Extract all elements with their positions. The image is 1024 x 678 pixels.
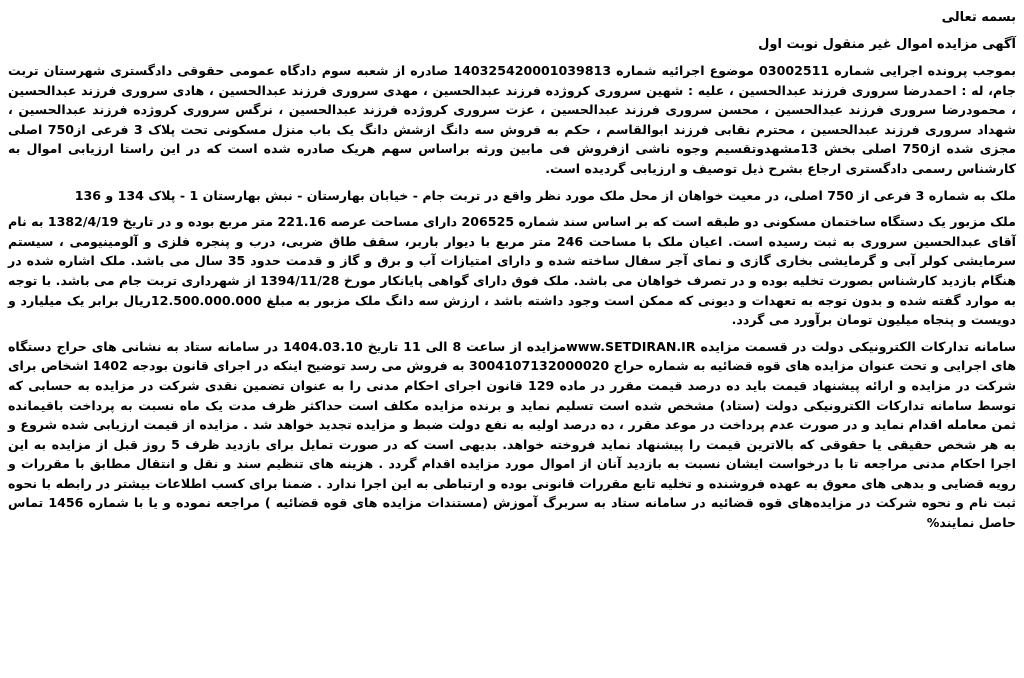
notice-title: آگهی مزایده اموال غیر منقول نوبت اول <box>758 37 1016 52</box>
paragraph-case-details: بموجب پرونده اجرایی شماره 03002511 موضوع اجرائیه شماره 140325420001039813 صادره از شعبه سوم دادگاه عمومی حقوقی دادگستری شهرستان تربت جام، له : احمدرضا سروری فرزند عبدالحسین ، علیه : شهین سروری کروژده فرزند عبدالحسین ، مهدی سروری فرزند عبدالحسین ، هادی سروری فرزند عبدالحسین ، محمودرضا سروری فرزند عبدالحسین ، محسن سروری فرزند عبدالحسین ، عزت سروری کروژده فرزند عبدالحسین ، نرگس سروری کروژده فرزند عبدالحسین ، شهداد سروری فرزند عبدالحسین ، محترم نقابی فرزند ابوالقاسم ، حکم به فروش سه دانگ ازشش دانگ یک باب منزل مسکونی تحت پلاک 3 فرعی از750 اصلی مجزی شده از750 اصلی بخش 13مشهدوتقسیم وجوه ناشی ازفروش فی مابین ورثه براساس سهم هریک صادره شده است که در این راستا ارزیابی اموال به کارشناس رسمی دادگستری ارجاع بشرح ذیل توصیف و ارزیابی گردیده است. <box>8 63 1016 176</box>
paragraph-property-description: ملک مزبور یک دستگاه ساختمان مسکونی دو طبقه است که بر اساس سند شماره 206525 دارای مساحت عرصه 221.16 متر مربع بوده و در تاریخ 1382/4/19 به نام آقای عبدالحسین سروری به ثبت رسیده است. اعیان ملک با مساحت 246 متر مربع با دیوار باربر، سقف طاق ضربی، درب و پنجره فلزی و آلومینیومی ، سیستم سرمایشی کولر آبی و گرمایشی بخاری گازی و نمای آجر سفال ساخته شده و دارای امتیازات آب و برق و گاز و قدمت حدود 35 سال می باشد. ملک اشاره شده در هنگام بازدید کارشناس بصورت تخلیه بوده و در تصرف خواهان می باشد. ملک فوق دارای گواهی پایانکار مورخ 1394/11/28 از شهرداری تربت جام می باشد. با توجه به موارد گفته شده و بدون توجه به تعهدات و دیونی که ممکن است وجود داشته باشد ، ارزش سه دانگ ملک مزبور به مبلغ 12.500.000.000ریال برابر یک میلیارد و دویست و پنجاه میلیون تومان برآورد می گردد. <box>8 214 1017 328</box>
paragraph-property-location: ملک به شماره 3 فرعی از 750 اصلی، در معیت خواهان از محل ملک مورد نظر واقع در تربت جام - خیابان بهارستان - نبش بهارستان 1 - پلاک 134 و 136 <box>74 187 1016 203</box>
paragraph-auction-terms: سامانه تدارکات الکترونیکی دولت در قسمت مزایده www.SETDIRAN.IRمزایده از ساعت 8 الی 11 تاریخ 1404.03.10 در سامانه ستاد به نشانی های حراج دستگاه های اجرایی و تحت عنوان مزایده های قوه قضائیه به شماره حراج 3004107132000020 به فروش می رسد توضیح اینکه در اجرای قانون بودجه 1402 اشخاص برای شرکت در مزایده و ارائه پیشنهاد قیمت باید ده درصد قیمت مقرر در ماده 129 قانون اجرای احکام مدنی را به عنوان تضمین نقدی شرکت در مزایده به حسابی که توسط سامانه تدارکات الکترونیکی دولت (ستاد) مشخص شده است تسلیم نماید و برنده مزایده مکلف است حداکثر ظرف مدت یک ماه نسبت به پرداخت باقیمانده ثمن معامله اقدام نماید و در صورت عدم پرداخت در موعد مقرر ، ده درصد اولیه به نفع دولت ضبط و مزایده تجدید خواهد شد . مزایده از قیمت ارزیابی شده شروع و به هر شخص حقیقی یا حقوقی که بالاترین قیمت را پیشنهاد نماید فروخته خواهد. بدیهی است که در صورت تمایل برای بازدید ظرف 5 روز قبل از مزایده به این اجرا احکام مدنی مراجعه تا با درخواست ایشان نسبت به بازدید آنان از اموال مورد مزایده اقدام گردد . هزینه های تنظیم سند و نقل و انتقال مطابق با مقررات و رویه قضایی و بدهی های معوق به عهده فروشنده و تخلیه تابع مقررات قانونی بوده و ارتباطی به این اجرا ندارد . ضمنا برای کسب اطلاعات بیشتر در رابطه با نحوه ثبت نام و نحوه شرکت در مزایده‌های قوه قضائیه در سامانه ستاد به سربرگ آموزش (مستندات مزایده های قوه قضائیه ) مراجعه نموده و یا با شماره 1456 تماس حاصل نمایند% <box>8 338 1017 531</box>
religious-heading: بسمه تعالی <box>941 10 1016 25</box>
